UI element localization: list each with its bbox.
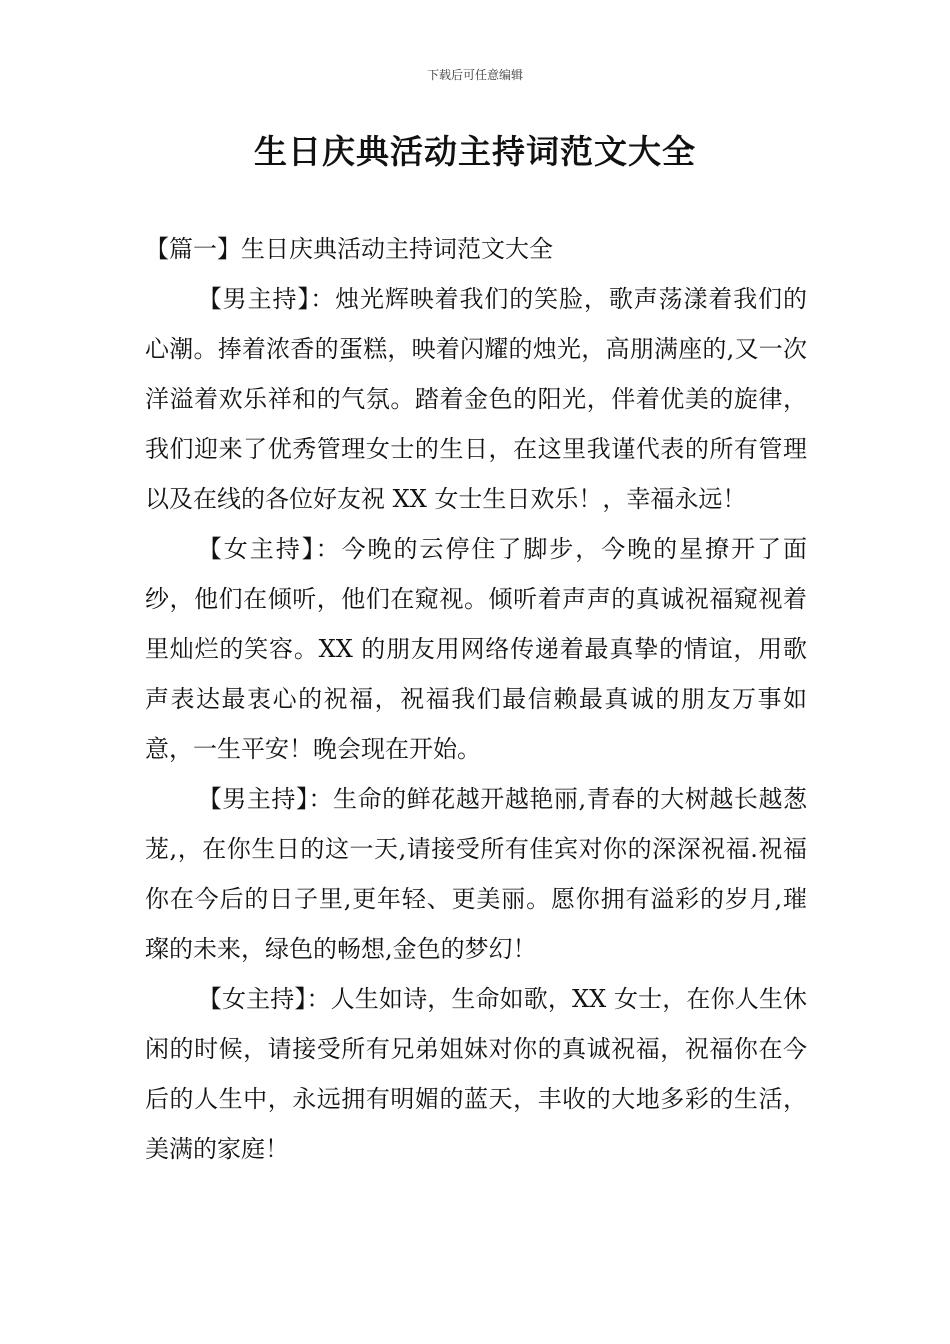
document-title: 生日庆典活动主持词范文大全	[254, 132, 696, 171]
paragraph-male-host-1: 【男主持】：烛光辉映着我们的笑脸，歌声荡漾着我们的心潮。捧着浓香的蛋糕，映着闪耀的烛光，高朋满座的,又一次洋溢着欢乐祥和的气氛。踏着金色的阳光，伴着优美的旋律，我们迎来了优秀管理女士的生日，在这里我谨代表的所有管理以及在线的各位好友祝 XX 女士生日欢乐！，幸福永远！	[145, 285, 807, 513]
section-heading: 【篇一】生日庆典活动主持词范文大全	[145, 235, 553, 263]
paragraph-female-host-1: 【女主持】：今晚的云停住了脚步，今晚的星撩开了面纱，他们在倾听，他们在窥视。倾听着声声的真诚祝福窥视着里灿烂的笑容。XX 的朋友用网络传递着最真挚的情谊，用歌声表达最衷心的祝福，祝福我们最信赖最真诚的朋友万事如意，一生平安！晚会现在开始。	[145, 535, 807, 763]
paragraph-female-host-2: 【女主持】：人生如诗，生命如歌，XX 女士，在你人生休闲的时候，请接受所有兄弟姐妹对你的真诚祝福，祝福你在今后的人生中，永远拥有明媚的蓝天，丰收的大地多彩的生活，美满的家庭！	[145, 985, 807, 1163]
paragraph-male-host-2: 【男主持】：生命的鲜花越开越艳丽,青春的大树越长越葱茏,，在你生日的这一天,请接受所有佳宾对你的深深祝福.祝福你在今后的日子里,更年轻、更美丽。愿你拥有溢彩的岁月,璀璨的未来，绿色的畅想,金色的梦幻！	[145, 785, 807, 963]
header-note: 下载后可任意编辑	[426, 68, 523, 82]
document-body	[145, 224, 807, 1174]
